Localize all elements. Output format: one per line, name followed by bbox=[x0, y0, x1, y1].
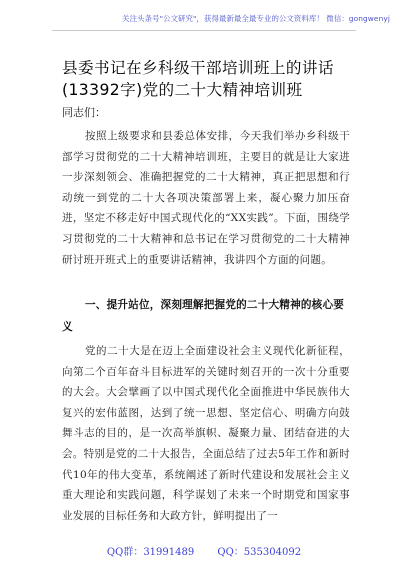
document-title: 县委书记在乡科级干部培训班上的讲话 bbox=[62, 59, 334, 77]
footer-qq: QQ：535304092 bbox=[217, 547, 302, 558]
salutation: 同志们： bbox=[62, 106, 106, 119]
section-heading-1: 一、提升站位，深刻理解把握党的二十大精神的核心要义 bbox=[62, 299, 345, 333]
header-divider bbox=[52, 30, 356, 31]
paragraph-body: 党的二十大是在迈上全面建设社会主义现代化新征程，向第二个百年奋斗目标进军的关键时刻召开的一次十分重要的大会。大会擘画了以中国式现代化全面推进中华民族伟大复兴的宏伟蓝图，达到了统一思想、坚定信心、明确方向鼓舞斗志的目的，是一次高举旗帜、凝聚力量、团结奋进的大会。特别是党的二十大报告，全面总结了过去5年工作和新时代10年的伟大变革，系统阐述了新时代建设和发展社会主义重大理论和实践问题，科学谋划了未来一个时期党和国家事业发展的目标任务和大政方针，鲜明提出了一 bbox=[62, 345, 350, 522]
promo-banner: 关注头条号"公文研究"，获得最新最全最专业的公文资料库！ 微信：gongwenyj bbox=[122, 14, 390, 23]
document-subtitle: (13392字)党的二十大精神培训班 bbox=[62, 81, 303, 99]
paragraph-intro: 按照上级要求和县委总体安排，今天我们举办乡科级干部学习贯彻党的二十大精神培训班，主要目的就是让大家进一步深刻领会、准确把握党的二十大精神，真正把思想和行动统一到党的二十大各项决策部署上来，凝心聚力加压奋进，坚定不移走好中国式现代化的“XX实践”。下面，围绕学习贯彻党的二十大精神和总书记在学习贯彻党的二十大精神研讨班开班式上的重要讲话精神，我讲四个方面的问题。 bbox=[62, 130, 350, 266]
footer-qq-group: QQ群：31991489 bbox=[106, 547, 195, 558]
footer-contact bbox=[0, 543, 408, 558]
